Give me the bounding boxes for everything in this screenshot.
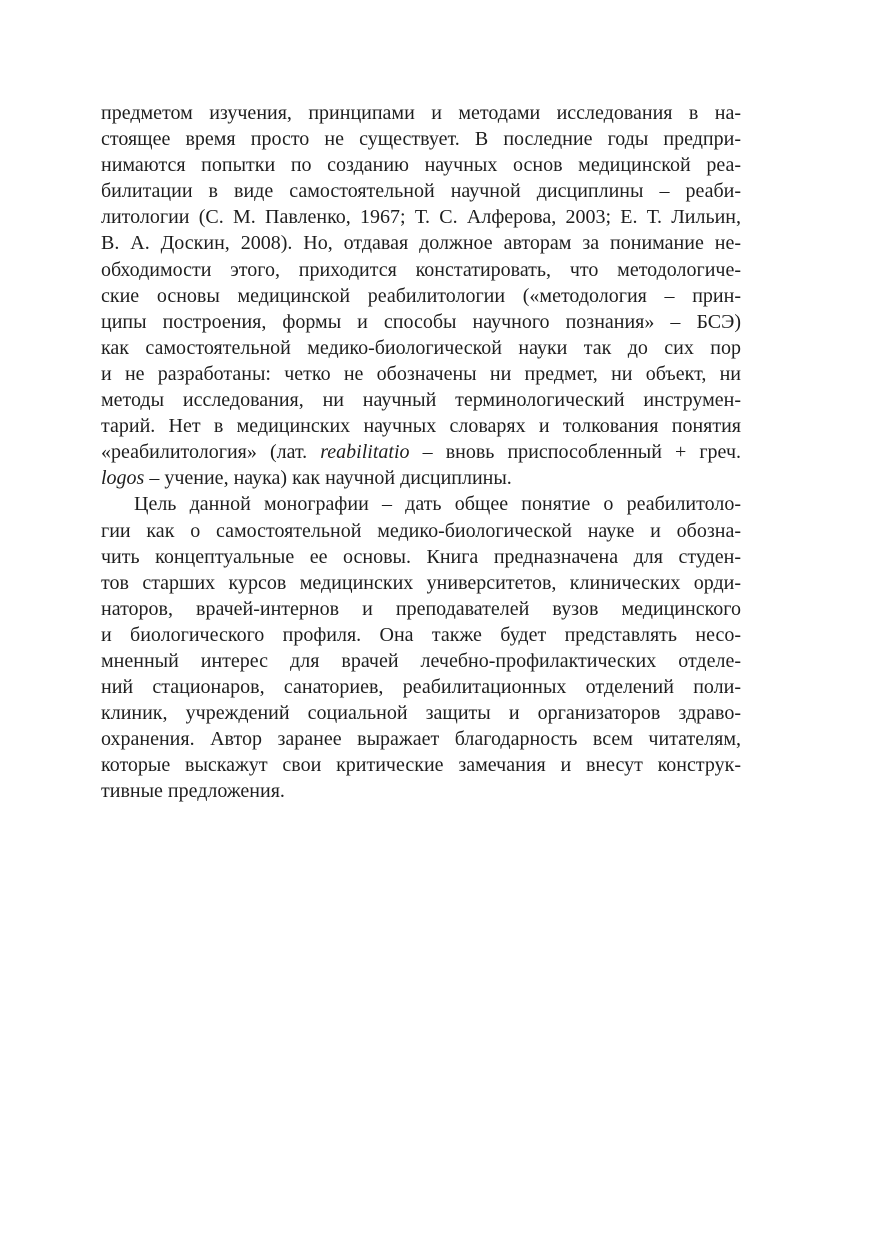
text-line: тов старших курсов медицинских университетов, клинических орди- [101,571,741,594]
body-text [101,100,741,805]
text-line: наторов, врачей-интернов и преподавателей вузов медицинского [101,597,741,620]
text-line: Цель данной монографии – дать общее понятие о реабилитоло- [134,493,741,516]
paragraph-2 [101,491,741,804]
text-line: В. А. Доскин, 2008). Но, отдавая должное авторам за понимание не- [101,232,741,255]
greek-term: logos [101,467,145,490]
text-line: ские основы медицинской реабилитологии («методология – прин- [101,284,741,307]
latin-term: reabilitatio [320,441,410,464]
text-line: гии как о самостоятельной медико-биологической науке и обозна- [101,519,741,542]
text-line: билитации в виде самостоятельной научной дисциплины – реаби- [101,180,741,203]
paragraph-1 [101,100,741,491]
text-line: охранения. Автор заранее выражает благодарность всем читателям, [101,728,741,751]
text-line: и не разработаны: четко не обозначены ни предмет, ни объект, ни [101,362,741,385]
text-line: ципы построения, формы и способы научного познания» – БСЭ) [101,310,741,333]
text-line: мненный интерес для врачей лечебно-профилактических отделе- [101,649,741,672]
text-line: тарий. Нет в медицинских научных словарях и толкования понятия [101,415,741,438]
text-line: ний стационаров, санаториев, реабилитационных отделений поли- [101,676,741,699]
text-line: клиник, учреждений социальной защиты и организаторов здраво- [101,702,741,725]
line-end-text: – вновь приспособленный + греч. [409,441,741,464]
text-line-with-term [101,439,741,465]
text-line: литологии (С. М. Павленко, 1967; Т. С. Алферова, 2003; Е. Т. Лильин, [101,206,741,229]
text-line: как самостоятельной медико-биологической науки так до сих пор [101,336,741,359]
text-line: и биологического профиля. Она также будет представлять несо- [101,623,741,646]
line-start-text: «реабилитология» (лат. [101,441,321,464]
text-line: обходимости этого, приходится констатировать, что методологиче- [101,258,741,281]
text-line: предметом изучения, принципами и методами исследования в на- [101,102,741,124]
text-line: стоящее время просто не существует. В последние годы предпри- [101,128,741,151]
text-line: методы исследования, ни научный терминологический инструмен- [101,389,741,412]
text-line: чить концептуальные ее основы. Книга предназначена для студен- [101,545,741,568]
line-end-text: – учение, наука) как научной дисциплины. [144,467,512,490]
text-line: которые выскажут свои критические замечания и внесут конструк- [101,754,741,777]
text-line-with-term [101,465,741,491]
text-line: нимаются попытки по созданию научных основ медицинской реа- [101,154,741,177]
text-line: тивные предложения. [101,780,285,803]
